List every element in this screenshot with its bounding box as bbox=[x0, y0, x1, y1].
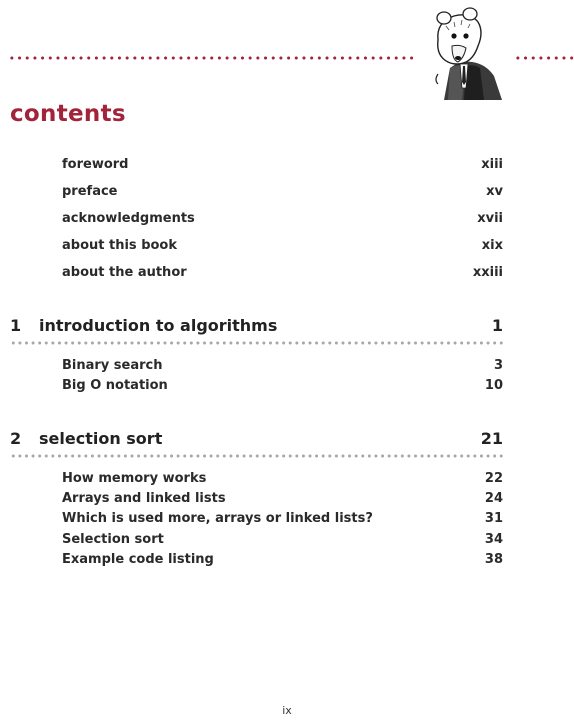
toc-section-title: Big O notation bbox=[62, 378, 168, 393]
chapter-heading-1[interactable] bbox=[10, 316, 503, 340]
toc-section-title: Binary search bbox=[62, 358, 163, 373]
toc-section-arrays-and-linked-lists[interactable] bbox=[62, 491, 503, 509]
toc-section-page: 24 bbox=[484, 491, 503, 506]
toc-section-page: 31 bbox=[484, 511, 503, 526]
mascot-illustration-icon bbox=[414, 4, 510, 100]
chapter-page: 21 bbox=[480, 429, 503, 448]
chapter-title: selection sort bbox=[39, 429, 163, 448]
toc-section-selection-sort[interactable] bbox=[62, 532, 503, 550]
header-dotted-rule-left bbox=[8, 56, 416, 60]
toc-section-page: 38 bbox=[484, 552, 503, 567]
chapter-divider bbox=[10, 454, 503, 458]
toc-section-page: 3 bbox=[493, 358, 503, 373]
header-dotted-rule-right bbox=[514, 56, 574, 60]
toc-section-how-memory-works[interactable] bbox=[62, 471, 503, 489]
chapter-heading-2[interactable] bbox=[10, 429, 503, 453]
chapter-divider bbox=[10, 341, 503, 345]
toc-entry-page: xxiii bbox=[472, 265, 503, 280]
chapter-number: 1 bbox=[10, 316, 22, 335]
toc-section-title: Which is used more, arrays or linked lists? bbox=[62, 511, 373, 526]
toc-section-page: 34 bbox=[484, 532, 503, 547]
toc-section-title: Example code listing bbox=[62, 552, 214, 567]
chapter-title: introduction to algorithms bbox=[39, 316, 278, 335]
toc-entry-page: xvii bbox=[477, 211, 503, 226]
toc-entry-title: about this book bbox=[62, 238, 178, 253]
toc-entry-preface[interactable] bbox=[62, 184, 503, 204]
page-title: contents bbox=[10, 101, 126, 127]
toc-entry-acknowledgments[interactable] bbox=[62, 211, 503, 231]
toc-entry-title: preface bbox=[62, 184, 118, 199]
toc-entry-about-this-book[interactable] bbox=[62, 238, 503, 258]
toc-entry-title: about the author bbox=[62, 265, 187, 280]
toc-entry-page: xix bbox=[481, 238, 503, 253]
toc-entry-page: xv bbox=[486, 184, 503, 199]
toc-entry-foreword[interactable] bbox=[62, 157, 503, 177]
toc-section-title: How memory works bbox=[62, 471, 207, 486]
toc-section-page: 10 bbox=[484, 378, 503, 393]
toc-section-binary-search[interactable] bbox=[62, 358, 503, 376]
toc-entry-about-the-author[interactable] bbox=[62, 265, 503, 285]
toc-section-page: 22 bbox=[484, 471, 503, 486]
chapter-number: 2 bbox=[10, 429, 22, 448]
toc-entry-title: foreword bbox=[62, 157, 129, 172]
toc-section-big-o-notation[interactable] bbox=[62, 378, 503, 396]
toc-section-example-code-listing[interactable] bbox=[62, 552, 503, 570]
toc-section-title: Selection sort bbox=[62, 532, 164, 547]
toc-section-title: Arrays and linked lists bbox=[62, 491, 226, 506]
page-number: ix bbox=[282, 704, 292, 717]
toc-entry-title: acknowledgments bbox=[62, 211, 195, 226]
toc-section-which-is-used-more[interactable] bbox=[62, 511, 503, 529]
toc-entry-page: xiii bbox=[481, 157, 503, 172]
chapter-page: 1 bbox=[491, 316, 503, 335]
